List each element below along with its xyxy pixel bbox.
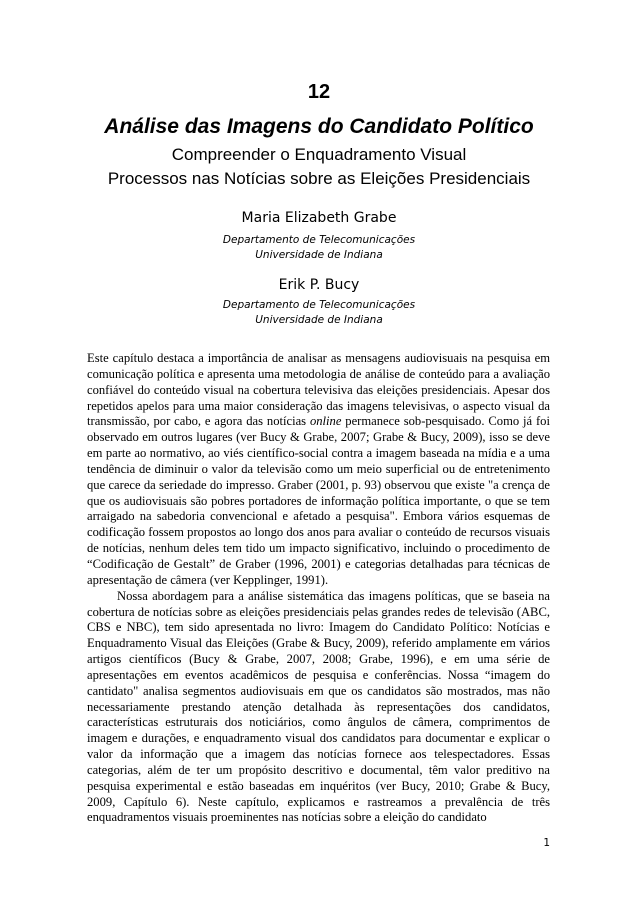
body-paragraph-1	[87, 351, 550, 589]
author-university-bucy: Universidade de Indiana	[255, 314, 383, 326]
chapter-title: Análise das Imagens do Candidato Político	[104, 115, 534, 138]
paragraph-1-text-start: Este capítulo destaca a importância de analisar as mensagens audiovisuais na pesquisa em comunicação política e apresenta uma metodologia de análise de conteúdo para a avaliação confiável do conteúdo visual na cobertura televisiva das eleições presidenciais. Apesar dos repetidos apelos para uma maior consideração das imagens televisivas, o aspecto visual da transmissão, por cabo, e agora das notícias	[87, 351, 550, 429]
author-department-bucy: Departamento de Telecomunicações	[222, 299, 416, 311]
author-university-grabe: Universidade de Indiana	[255, 249, 383, 261]
author-name-grabe: Maria Elizabeth Grabe	[241, 210, 397, 226]
chapter-number: 12	[307, 81, 331, 103]
paragraph-1-text-end: permanece sob-pesquisado. Como já foi observado em outros lugares (ver Bucy & Grabe, 2007; Grabe & Bucy, 2009), isso se deve em parte ao normativo, ao viés científico-social contra a imagem baseada na mídia e a uma tendência de diminuir o valor da televisão como um meio superficial ou de entretenimento que carece da seriedade do impresso. Graber (2001, p. 93) observou que existe "a crença de que os audiovisuais são pobres portadores de informação política importante, o que se tem arraigado na sabedoria convencional e afetado a pesquisa". Embora vários esquemas de codificação fossem propostos ao longo dos anos para avaliar o conteúdo de recursos visuais de notícias, nenhum deles tem tido um impacto significativo, incluindo o procedimento de “Codificação de Gestalt” de Graber (1996, 2001) e categorias detalhadas para técnicas de apresentação de câmera (ver Kepplinger, 1991).	[87, 414, 550, 587]
chapter-subtitle-line-2: Processos nas Notícias sobre as Eleições Presidenciais	[107, 169, 531, 188]
page-number: 1	[543, 837, 550, 849]
author-name-bucy: Erik P. Bucy	[278, 277, 360, 293]
chapter-body-text	[87, 351, 550, 826]
author-department-grabe: Departamento de Telecomunicações	[222, 234, 416, 246]
chapter-subtitle-line-1: Compreender o Enquadramento Visual	[171, 145, 467, 164]
online-emphasis: online	[309, 414, 342, 429]
body-paragraph-2: Nossa abordagem para a análise sistemática das imagens políticas, que se baseia na cobertura de notícias sobre as eleições presidenciais pelas grandes redes de televisão (ABC, CBS e NBC), tem sido apresentada no livro: Imagem do Candidato Político: Notícias e Enquadramento Visual das Eleições (Grabe & Bucy, 2009), referido amplamente em vários artigos científicos (Bucy & Grabe, 2007, 2008; Grabe, 1996), e em uma série de apresentações em eventos acadêmicos de pesquisa e conferências. Nossa “imagem do cantidato" analisa segmentos audiovisuais em que os candidatos são mostrados, mas não necessariamente prestando atenção detalhada às representações dos candidatos, características estruturais dos noticiários, como ângulos de câmera, comprimentos de imagem e durações, e enquadramento visual dos candidatos para documentar e explicar o valor da informação que a imagem das notícias fornece aos telespectadores. Essas categorias, além de ter um propósito descritivo e documental, têm valor preditivo na pesquisa experimental e estão baseadas em inquéritos (ver Bucy, 2010; Grabe & Bucy, 2009, Capítulo 6). Neste capítulo, explicamos e rastreamos a prevalência de três enquadramentos visuais proeminentes nas notícias sobre a eleição do candidato	[87, 588, 550, 825]
